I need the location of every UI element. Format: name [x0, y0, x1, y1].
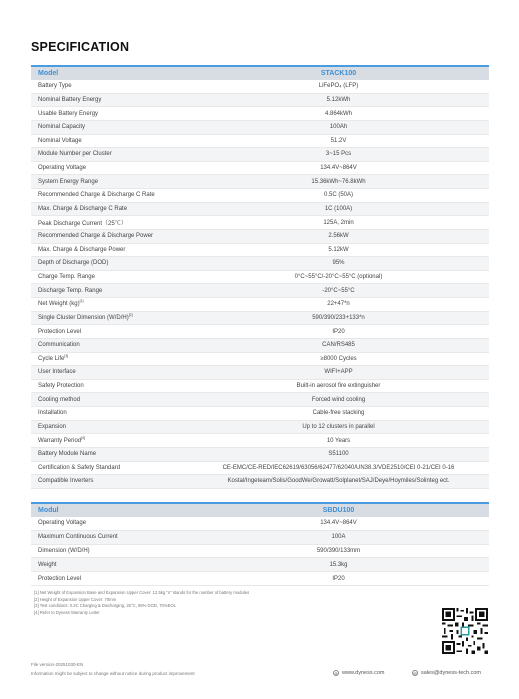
spec-label-text: Module Number per Cluster: [38, 151, 112, 158]
spec-label-text: Certification & Safety Standard: [38, 464, 121, 471]
spec-label: [31, 107, 188, 121]
footnote: [4] Refer to Dyness Warranty Letter: [34, 610, 100, 616]
spec-label-text: Expansion: [38, 423, 67, 430]
table-row: [31, 311, 489, 325]
spec-label-text: Weight: [38, 561, 57, 568]
spec-value: 5.12kWh: [188, 93, 489, 107]
spec-label: [31, 202, 188, 216]
table-row: [31, 447, 489, 461]
spec-label-text: Usable Battery Energy: [38, 110, 99, 117]
footnote-ref: [1]: [79, 299, 84, 304]
spec-label-text: Nominal Battery Energy: [38, 96, 102, 103]
spec-label-text: Battery Module Name: [38, 451, 97, 458]
spec-value: 134.4V~864V: [188, 161, 489, 175]
footnote: [2] Height of Expansion Upper Cover: 70mm: [34, 596, 117, 602]
header-modul-value: SBDU100: [188, 503, 489, 517]
spec-label: [31, 352, 188, 366]
spec-label-text: Net Weight (kg): [38, 301, 80, 308]
table-row: [31, 175, 489, 189]
spec-label: [31, 338, 188, 352]
spec-label: [31, 311, 188, 325]
spec-label: [31, 407, 188, 421]
spec-label-text: Compatible Inverters: [38, 478, 94, 485]
email-link[interactable]: [412, 670, 481, 676]
website-link[interactable]: [333, 670, 385, 676]
spec-value: 5.12kW: [188, 243, 489, 257]
spec-label-text: Protection Level: [38, 328, 82, 335]
spec-value: S51100: [188, 447, 489, 461]
spec-label-text: Recommended Charge & Discharge Power: [38, 233, 154, 240]
spec-label: [31, 572, 188, 586]
spec-label: [31, 544, 188, 558]
spec-label: [31, 475, 188, 489]
spec-label: [31, 379, 188, 393]
spec-label: [31, 270, 188, 284]
spec-label-text: Recommended Charge & Discharge C Rate: [38, 192, 155, 199]
spec-label: [31, 243, 188, 257]
spec-label: [31, 366, 188, 380]
table-row: [31, 352, 489, 366]
spec-label: [31, 434, 188, 448]
spec-value: -20°C~55°C: [188, 284, 489, 298]
spec-label-text: Operating Voltage: [38, 165, 87, 172]
spec-table-stack100: [31, 65, 489, 489]
table-row: [31, 475, 489, 489]
footnotes: [34, 590, 249, 617]
spec-label: [31, 284, 188, 298]
table-row: [31, 284, 489, 298]
footnote-ref: [4]: [81, 435, 86, 440]
table-row: [31, 216, 489, 230]
spec-label-text: Warranty Period: [38, 437, 82, 444]
spec-label-text: Operating Voltage: [38, 520, 87, 527]
spec-table-sbdu100: [31, 502, 489, 586]
table-row: [31, 366, 489, 380]
footnote: [1] Net Weight of Expansion Base and Expansion Upper Cover: 12.5kg "n" stands for the number of battery modules: [34, 590, 250, 595]
spec-label: [31, 517, 188, 531]
table-row: [31, 229, 489, 243]
website-text: www.dyness.com: [342, 670, 385, 676]
spec-label-text: Max. Charge & Discharge Power: [38, 246, 126, 253]
header-model-label: Model: [31, 66, 188, 80]
footnote-ref: [3]: [64, 353, 69, 358]
spec-label: [31, 298, 188, 312]
spec-value: Built-in aerosol fire extinguisher: [188, 379, 489, 393]
spec-value: 10 Years: [188, 434, 489, 448]
footnote: [3] Test conditions: 0.2C Charging & Discharging, 25°C, 95% DOD, 70%EOL: [34, 603, 176, 609]
spec-label-text: Max. Charge & Discharge C Rate: [38, 205, 128, 212]
spec-label: [31, 420, 188, 434]
table-row: [31, 243, 489, 257]
spec-value: 1C (100A): [188, 202, 489, 216]
table-row: [31, 120, 489, 134]
spec-label: [31, 530, 188, 544]
table-row: [31, 189, 489, 203]
spec-value: 590/390/233+133*n: [188, 311, 489, 325]
spec-label: [31, 80, 188, 94]
spec-label-text: Peak Discharge Current（25℃）: [38, 221, 127, 228]
spec-label: [31, 175, 188, 189]
spec-label: [31, 447, 188, 461]
spec-label: [31, 134, 188, 148]
spec-label: [31, 229, 188, 243]
spec-value: IP20: [188, 572, 489, 586]
spec-label: [31, 461, 188, 475]
spec-value: 15.36kWh~76.8kWh: [188, 175, 489, 189]
spec-value: Up to 12 clusters in parallel: [188, 420, 489, 434]
spec-value: 3~15 Pcs: [188, 148, 489, 162]
spec-label-text: Communication: [38, 342, 80, 349]
spec-value: 95%: [188, 257, 489, 271]
spec-value: 125A, 2min: [188, 216, 489, 230]
table-header-row: [31, 503, 489, 517]
spec-value: 22+47*n: [188, 298, 489, 312]
disclaimer: Information might be subject to change without notice during product improvement: [31, 670, 195, 676]
file-version: File version-20251030-EN: [31, 662, 84, 667]
spec-label-text: User Interface: [38, 369, 76, 376]
spec-value: 100A: [188, 530, 489, 544]
spec-value: 590/390/133mm: [188, 544, 489, 558]
spec-value: 2.56kW: [188, 229, 489, 243]
table-row: [31, 558, 489, 572]
spec-label: [31, 257, 188, 271]
table-row: [31, 298, 489, 312]
table-row: [31, 379, 489, 393]
table-row: [31, 107, 489, 121]
table-row: [31, 93, 489, 107]
spec-label-text: Nominal Voltage: [38, 137, 82, 144]
table-row: [31, 572, 489, 586]
table-row: [31, 202, 489, 216]
spec-value: Forced wind cooling: [188, 393, 489, 407]
spec-label-text: Protection Level: [38, 575, 82, 582]
spec-label: [31, 93, 188, 107]
footnote-ref: [2]: [128, 312, 133, 317]
spec-label-text: Single Cluster Dimension (W/D/H): [38, 314, 129, 321]
spec-value: 100Ah: [188, 120, 489, 134]
spec-label-text: System Energy Range: [38, 178, 99, 185]
spec-label-text: Cycle Life: [38, 355, 65, 362]
table-row: [31, 434, 489, 448]
spec-label: [31, 216, 188, 230]
table-row: [31, 80, 489, 94]
spec-label: [31, 148, 188, 162]
header-modul-label: Modul: [31, 503, 188, 517]
spec-value: Kostal/Ingeteam/Solis/GoodWe/Growatt/Solplanet/SAJ/Deye/Hoymiles/Solinteg ect.: [188, 475, 489, 489]
email-text: sales@dyness-tech.com: [421, 670, 481, 676]
spec-label: [31, 120, 188, 134]
spec-value: 15.3kg: [188, 558, 489, 572]
spec-label-text: Charge Temp. Range: [38, 274, 95, 281]
table-row: [31, 461, 489, 475]
spec-label-text: Maximum Continuous Current: [38, 534, 118, 541]
table-row: [31, 257, 489, 271]
header-model-value: STACK100: [188, 66, 489, 80]
spec-value: 51.2V: [188, 134, 489, 148]
spec-label: [31, 393, 188, 407]
spec-value: CE-EMC/CE-RED/IEC62619/63056/62477/62040/UN38.3/VDE2510/CEI 0-21/CEI 0-16: [188, 461, 489, 475]
spec-label-text: Depth of Discharge (DOD): [38, 260, 109, 267]
spec-value: WIFI+APP: [188, 366, 489, 380]
mail-icon: ✉: [413, 671, 417, 676]
table-row: [31, 134, 489, 148]
table-row: [31, 161, 489, 175]
spec-value: 134.4V~864V: [188, 517, 489, 531]
table-row: [31, 338, 489, 352]
spec-label-text: Discharge Temp. Range: [38, 287, 103, 294]
table-row: [31, 420, 489, 434]
table-row: [31, 270, 489, 284]
spec-value: 4.864kWh: [188, 107, 489, 121]
spec-value: 0°C~55°C/-20°C~55°C (optional): [188, 270, 489, 284]
table-row: [31, 407, 489, 421]
spec-label: [31, 325, 188, 339]
spec-label-text: Installation: [38, 410, 67, 417]
table-header-row: [31, 66, 489, 80]
spec-value: Cable-free stacking: [188, 407, 489, 421]
page-title: SPECIFICATION: [31, 40, 130, 54]
spec-label-text: Cooling method: [38, 396, 81, 403]
spec-label-text: Nominal Capacity: [38, 124, 86, 131]
table-row: [31, 393, 489, 407]
spec-label-text: Battery Type: [38, 83, 72, 90]
spec-label-text: Dimension (W/D/H): [38, 547, 90, 554]
spec-label: [31, 558, 188, 572]
spec-label-text: Safety Protection: [38, 383, 84, 390]
spec-value: CAN/RS485: [188, 338, 489, 352]
table-row: [31, 530, 489, 544]
qr-code: [442, 608, 488, 654]
table-row: [31, 325, 489, 339]
spec-value: IP20: [188, 325, 489, 339]
spec-value: LiFePO₄ (LFP): [188, 80, 489, 94]
table-row: [31, 544, 489, 558]
spec-value: 0.5C (50A): [188, 189, 489, 203]
footer-left: [31, 661, 195, 679]
globe-icon: ⊕: [334, 671, 338, 676]
table-row: [31, 148, 489, 162]
spec-label: [31, 161, 188, 175]
spec-label: [31, 189, 188, 203]
spec-value: ≥8000 Cycles: [188, 352, 489, 366]
table-row: [31, 517, 489, 531]
